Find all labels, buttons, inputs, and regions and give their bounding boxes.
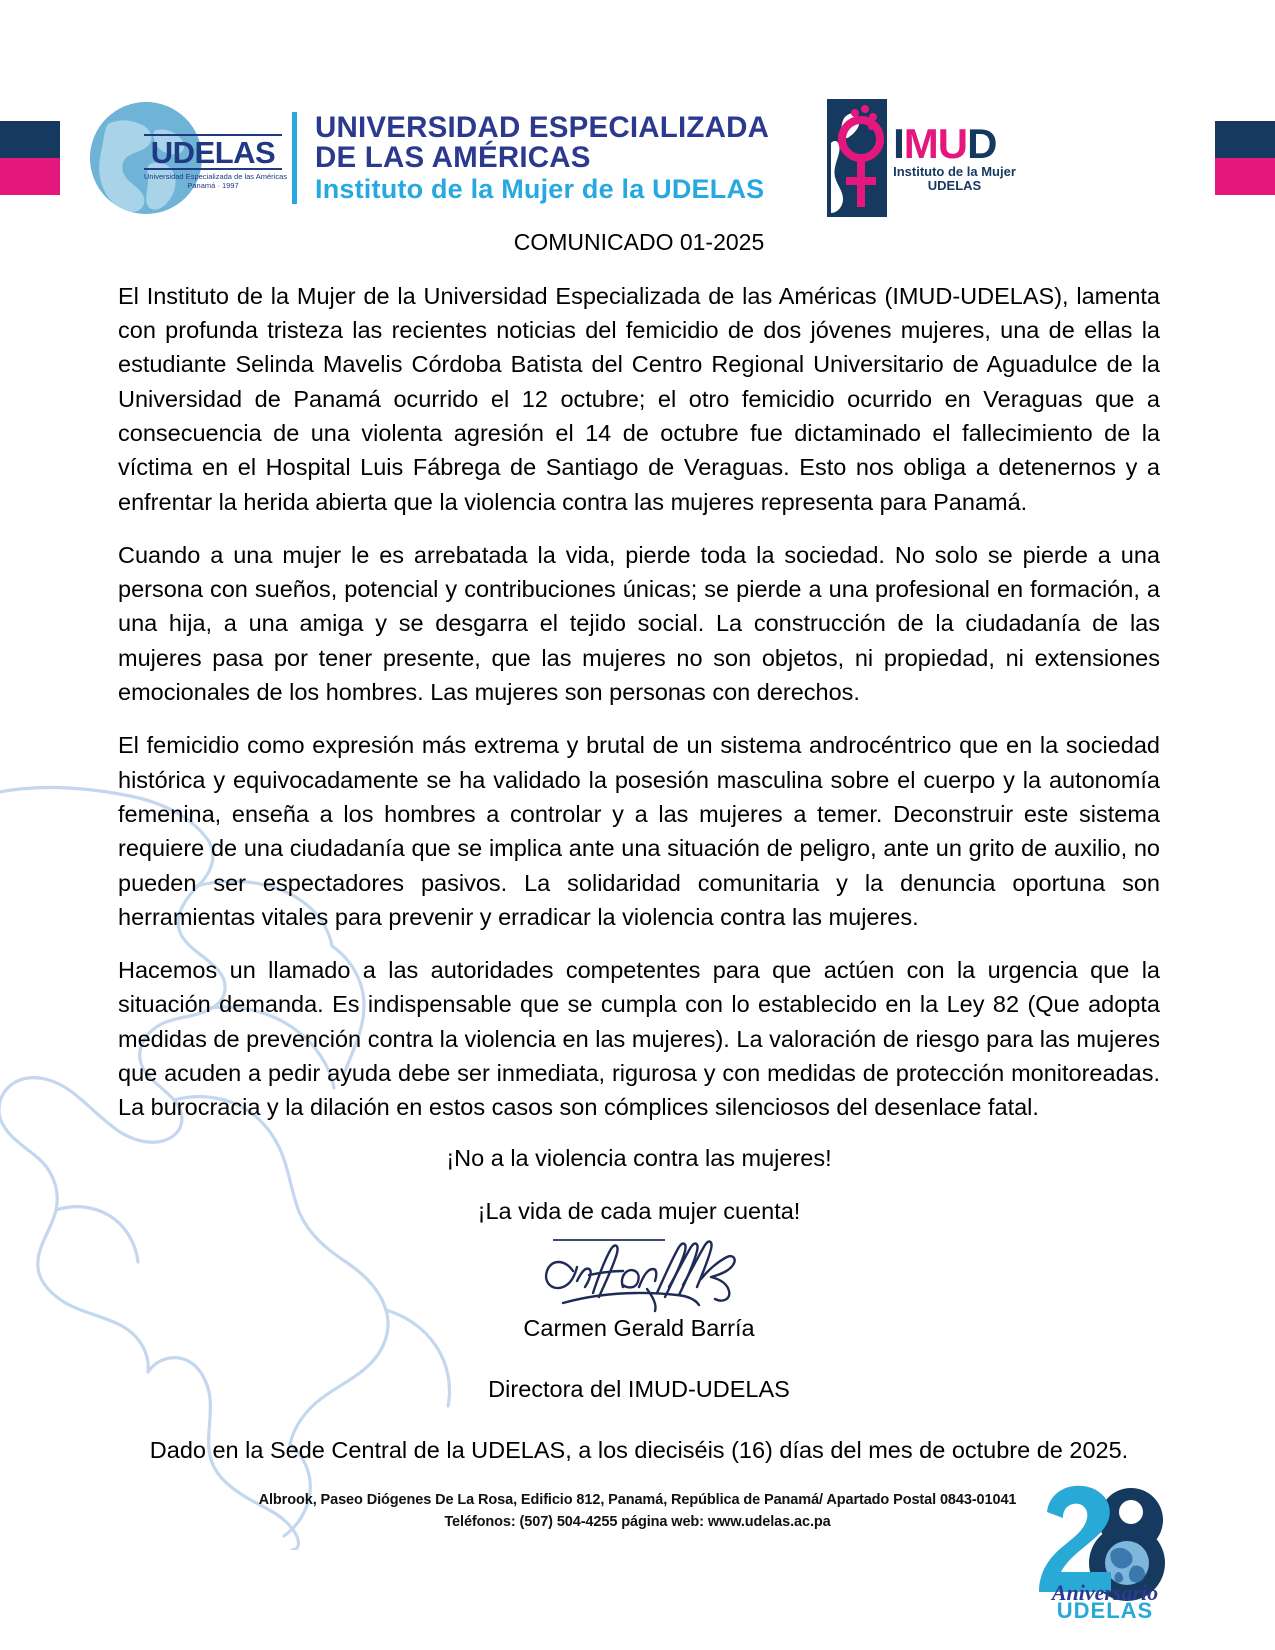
anniversary-brand-text: UDELAS — [1056, 1598, 1154, 1618]
paragraph-4: Hacemos un llamado a las autoridades competentes para que actúen con la urgencia que la situación demanda. Es indispensable que se cumpla con lo establecido en la Ley 82 (Que adopta medidas de prevención contra la violencia en las mujeres). La valoración de riesgo para las mujeres que acuden a pedir ayuda debe ser inmediata, rigurosa y con medidas de protección monitoreadas. La burocracia y la dilación en estos casos son cómplices silenciosos del desenlace fatal. — [118, 957, 1160, 1121]
paragraph-3: El femicidio como expresión más extrema y brutal de un sistema androcéntrico que en la sociedad histórica y equivocadamente se ha validado la posesión masculina sobre el cuerpo y la autonomía femenina, enseña a los hombres a controlar y a las mujeres a temer. Deconstruir este sistema requiere de una ciudadanía que se implica ante una situación de peligro, ante un grito de auxilio, no pueden ser espectadores pasivos. La solidaridad comunitaria y la denuncia oportuna son herramientas vitales para prevenir y erradicar la violencia contra las mujeres. — [118, 732, 1160, 930]
udelas-wordmark — [144, 134, 287, 191]
document-title: COMUNICADO 01-2025 — [513, 229, 765, 255]
imud-letter-m: M — [903, 120, 938, 167]
udelas-tagline-1: Universidad Especializada de las Américas — [144, 172, 287, 181]
left-bar-navy — [0, 121, 60, 158]
right-bar-magenta — [1215, 158, 1275, 195]
footer-address: Albrook, Paseo Diógenes De La Rosa, Edificio 812, Panamá, República de Panamá/ Apartado Postal 0843-01041 — [258, 1492, 1017, 1508]
slogan-no-violence: ¡No a la violencia contra las mujeres! — [446, 1144, 832, 1171]
signature-area — [489, 1239, 789, 1317]
imud-wordmark — [893, 99, 1016, 193]
imud-letter-i: I — [893, 120, 904, 167]
imud-logo — [827, 99, 1016, 217]
udelas-logo — [82, 98, 287, 218]
right-bar-navy — [1215, 121, 1275, 158]
left-color-bar — [0, 121, 60, 195]
signer-role: Directora del IMUD-UDELAS — [488, 1375, 790, 1402]
university-line-2: DE LAS AMÉRICAS — [315, 141, 591, 175]
imud-subtitle-1: Instituto de la Mujer — [893, 163, 1016, 179]
signature-block — [118, 1239, 1160, 1404]
footer-contact: Teléfonos: (507) 504-4255 página web: www.udelas.ac.pa — [444, 1513, 831, 1530]
place-and-date-line: Dado en la Sede Central de la UDELAS, a los dieciséis (16) días del mes de octubre de 2025. — [149, 1437, 1129, 1464]
right-color-bar — [1215, 121, 1275, 195]
university-name-block — [315, 110, 770, 205]
university-line-1: UNIVERSIDAD ESPECIALIZADA — [315, 110, 770, 144]
letterhead-header — [0, 96, 1275, 220]
imud-letter-u: U — [937, 120, 968, 167]
imud-letter-d: D — [967, 120, 997, 167]
left-bar-magenta — [0, 158, 60, 195]
paragraph-2: Cuando a una mujer le es arrebatada la vida, pierde toda la sociedad. No solo se pierde a una persona con sueños, potencial y contribuciones únicas; se pierde a una profesional en formación, a una hija, a una amiga y se desgarra el tejido social. La construcción de la ciudadanía de las mujeres pasa por tener presente, que las mujeres no son objetos, ni propiedad, ni extensiones emocionales de los hombres. Las mujeres son personas con derechos. — [118, 541, 1160, 706]
header-divider — [292, 112, 297, 204]
imud-venus-badge — [827, 99, 887, 217]
anniversary-logo — [1027, 1468, 1187, 1618]
imud-acronym — [893, 120, 1016, 167]
signer-name: Carmen Gerald Barría — [523, 1315, 755, 1342]
university-line-3: Instituto de la Mujer de la UDELAS — [315, 174, 765, 205]
paragraph-1: El Instituto de la Mujer de la Universidad Especializada de las Américas (IMUD-UDELAS), lamenta con profunda tristeza las recientes noticias del femicidio de dos jóvenes mujeres, una de ellas la estudiante Selinda Mavelis Córdoba Batista del Centro Regional Universitario de Aguadulce de la Universidad de Panamá ocurrido el 12 octubre; el otro femicidio ocurrido en Veraguas que a consecuencia de una violenta agresión el 14 de octubre fue dictaminado el fallecimiento de la víctima en el Hospital Luis Fábrega de Santiago de Veraguas. Esto nos obliga a detenernos y a enfrentar la herida abierta que la violencia contra las mujeres representa para Panamá. — [118, 282, 1160, 515]
udelas-wordmark-text: UDELAS — [144, 134, 282, 170]
imud-subtitle-2: UDELAS — [927, 177, 982, 193]
document-body — [118, 228, 1160, 1467]
udelas-tagline-2: Panamá · 1997 — [187, 181, 239, 191]
handwritten-signature — [519, 1235, 759, 1315]
slogan-every-life-counts: ¡La vida de cada mujer cuenta! — [477, 1197, 801, 1224]
anniversary-word-text: Aniversario — [1051, 1580, 1159, 1605]
